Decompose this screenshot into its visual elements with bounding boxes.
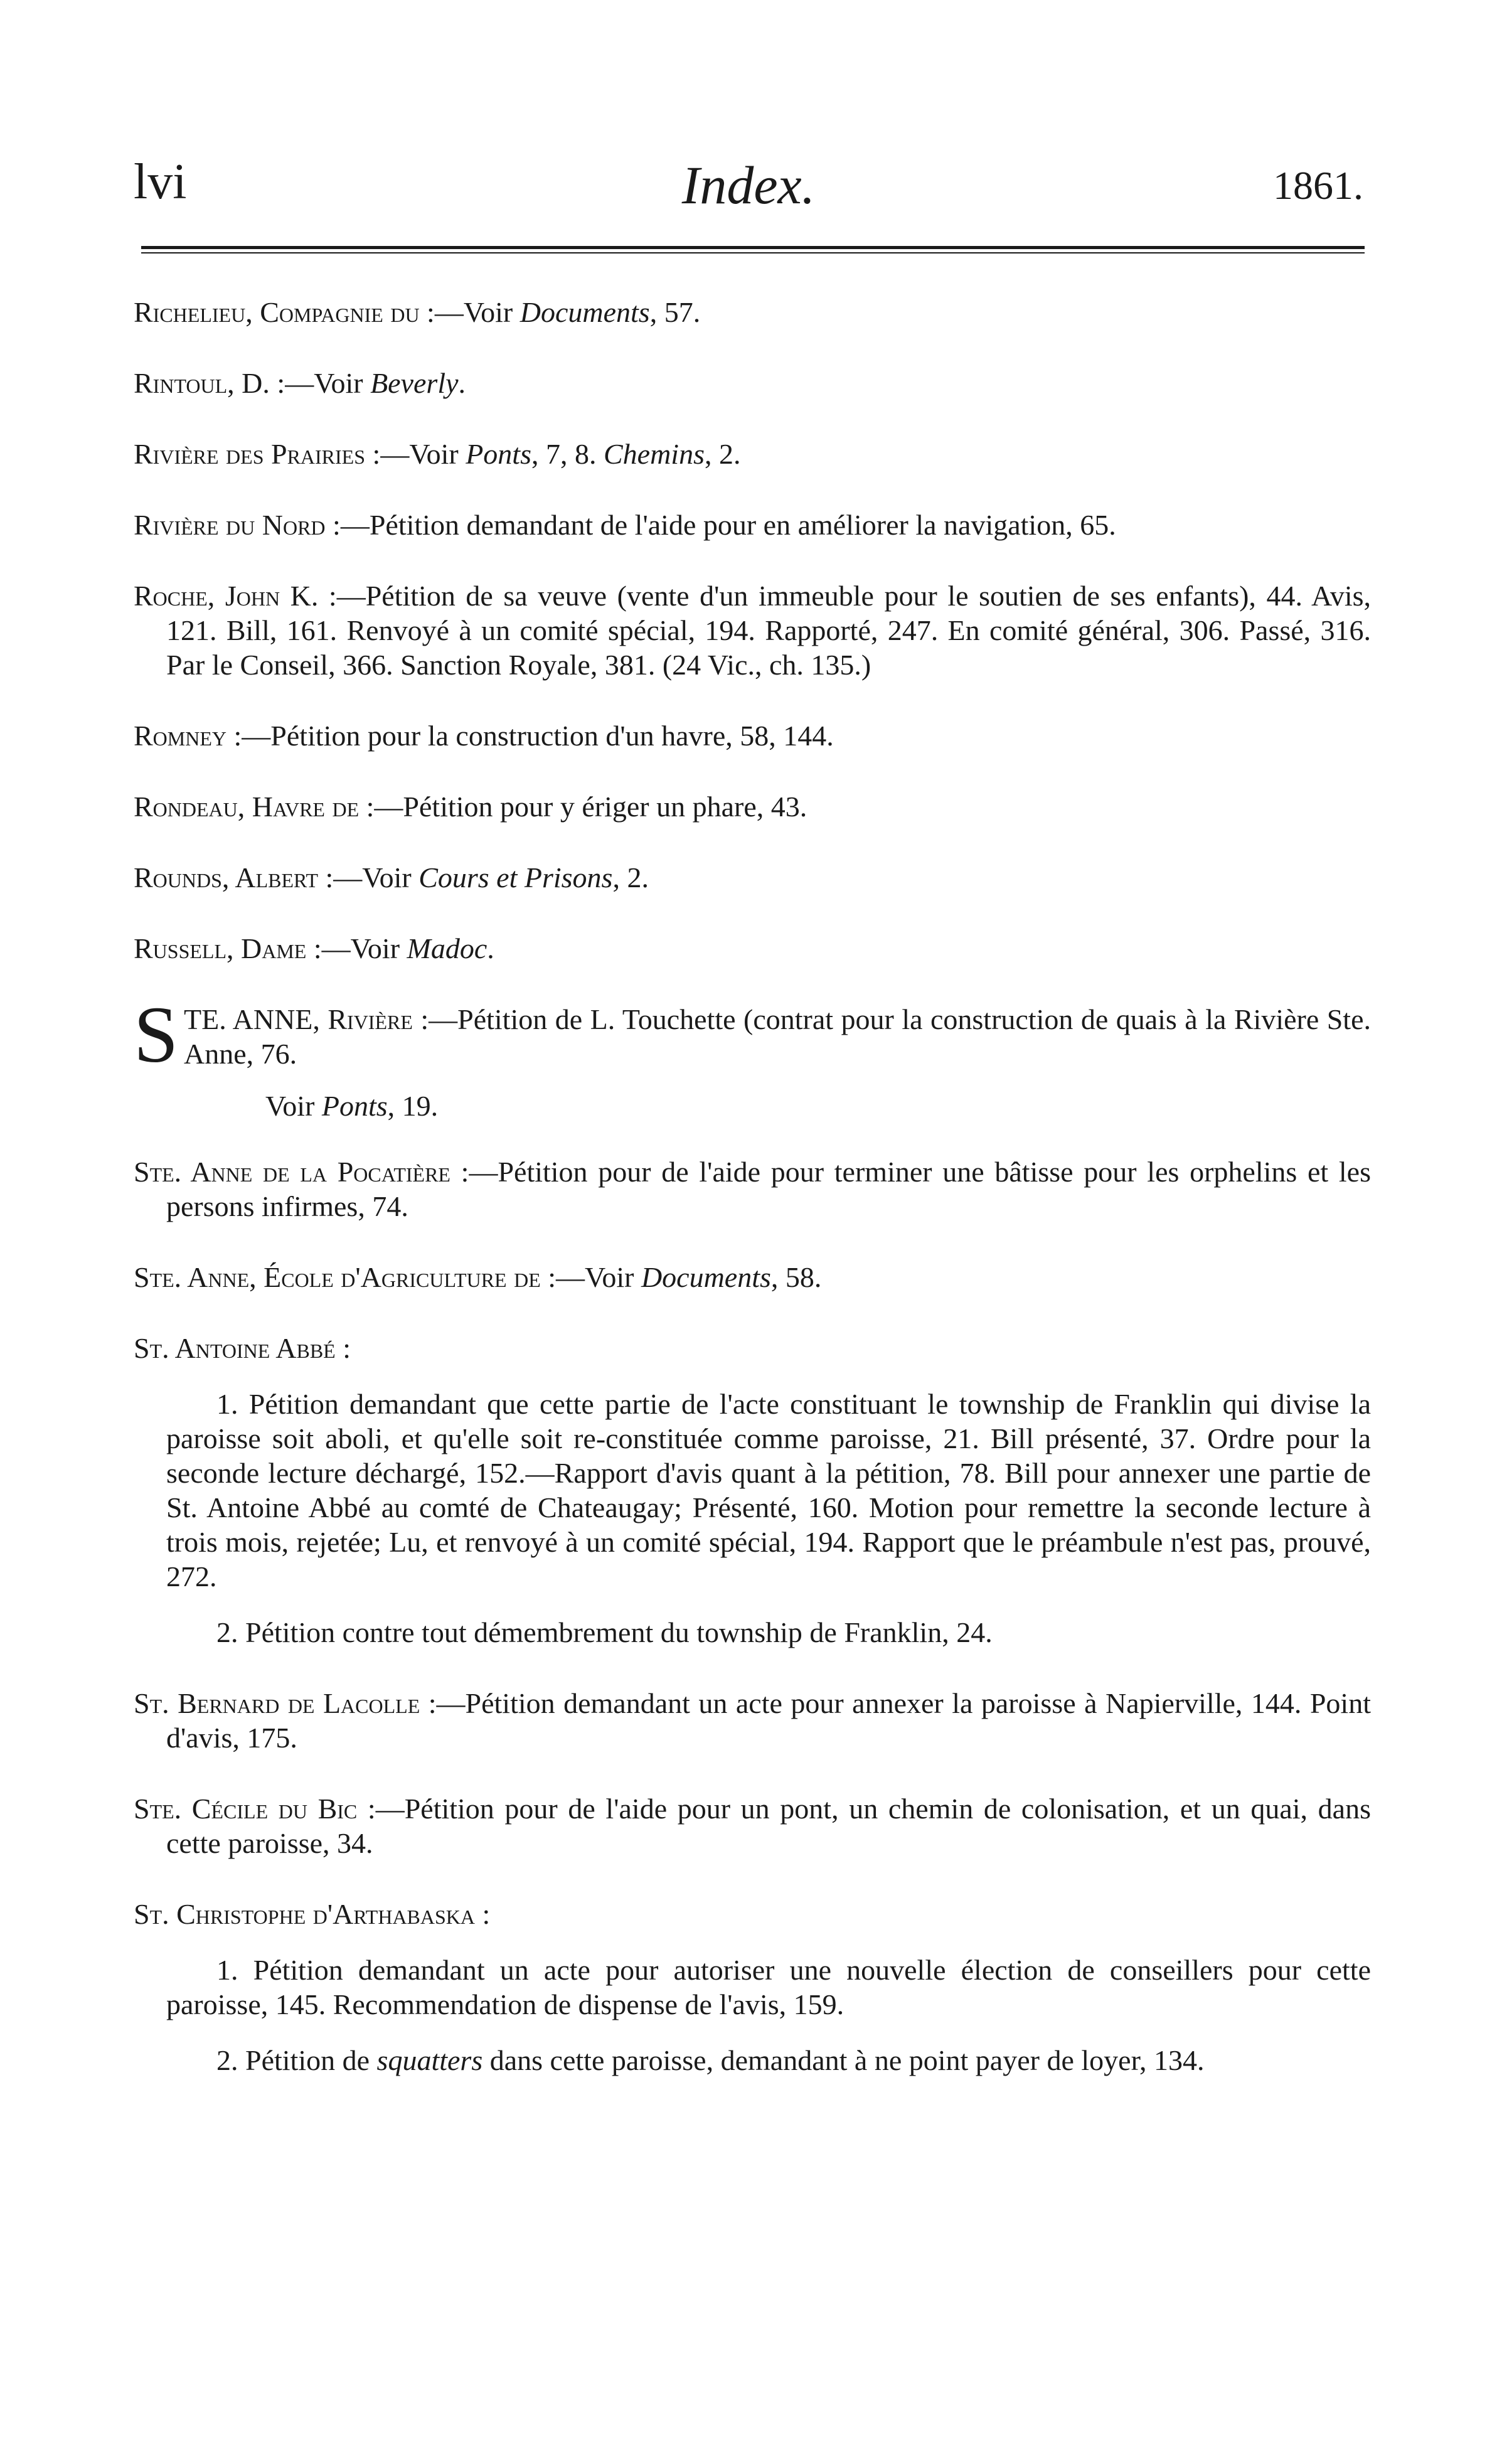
entry-head: Rintoul, D. : <box>134 367 285 399</box>
index-entry: Rondeau, Havre de :—Pétition pour y ériger un phare, 43. <box>134 791 807 823</box>
entry-head: Romney : <box>134 720 242 752</box>
sub-entry: 1. Pétition demandant que cette partie de l'acte constituant le township de Franklin qui divise la paroisse soit aboli, et qu'elle soit re-constituée comme paroisse, 21. Bill présenté, 37. Ordre pour la seconde lecture déchargé, 152.—Rapport d'avis quant à la pétition, 78. Bill pour annexer une partie de St. Antoine Abbé au comté de Chateaugay; Présenté, 160. Motion pour remettre la seconde lecture à trois mois, rejetée; Lu, et renvoyé à un comité spécial, 194. Rapport que le préambule n'est pas, prouvé, 272. <box>166 1388 1371 1592</box>
index-entry: Russell, Dame :—Voir Madoc. <box>134 932 494 964</box>
index-entry: Ste. Cécile du Bic :—Pétition pour de l'aide pour un pont, un chemin de colonisation, et un quai, dans cette paroisse, 34. <box>134 1793 1371 1859</box>
entry-head: Russell, Dame : <box>134 932 322 964</box>
page-title: Index. <box>681 155 816 215</box>
entry-head: St. Christophe d'Arthabaska : <box>134 1898 491 1930</box>
entry-head: Rondeau, Havre de : <box>134 791 375 823</box>
sub-entry: 2. Pétition contre tout démembrement du township de Franklin, 24. <box>216 1616 993 1648</box>
entry-head: Roche, John K. : <box>134 580 337 612</box>
entry-head: St. Antoine Abbé : <box>134 1332 351 1364</box>
index-entry: St. Bernard de Lacolle :—Pétition demandant un acte pour annexer la paroisse à Napierville, 144. Point d'avis, 175. <box>134 1687 1371 1754</box>
page-header <box>134 154 1363 223</box>
sub-entry: 2. Pétition de squatters dans cette paroisse, demandant à ne point payer de loyer, 134. <box>216 2044 1205 2076</box>
entry-head: Ste. Anne, École d'Agriculture de : <box>134 1261 557 1293</box>
drop-cap: S <box>134 990 179 1079</box>
index-entry: Rivière du Nord :—Pétition demandant de l'aide pour en améliorer la navigation, 65. <box>134 509 1116 541</box>
header-rule-thin <box>141 252 1365 253</box>
entry-head: Ste. Anne de la Pocatière : <box>134 1156 469 1188</box>
index-entry: Ste. Anne, École d'Agriculture de :—Voir Documents, 58. <box>134 1261 822 1293</box>
index-entry: Rounds, Albert :—Voir Cours et Prisons, 2. <box>134 861 649 893</box>
page-number: lvi <box>134 154 187 210</box>
index-entry <box>134 1897 1371 1931</box>
index-entry: Ste. Anne de la Pocatière :—Pétition pour de l'aide pour terminer une bâtisse pour les orphelins et les persons infirmes, 74. <box>134 1156 1371 1222</box>
page-year: 1861. <box>1273 163 1363 208</box>
index-entry: Richelieu, Compagnie du :—Voir Documents, 57. <box>134 296 701 328</box>
entry-head: Rivière du Nord : <box>134 509 341 541</box>
header-rule <box>141 246 1365 249</box>
sub-entry: 1. Pétition demandant un acte pour autoriser une nouvelle élection de conseillers pour cette paroisse, 145. Recommendation de dispense de l'avis, 159. <box>166 1954 1371 2020</box>
index-entry: Rivière des Prairies :—Voir Ponts, 7, 8. Chemins, 2. <box>134 438 741 470</box>
section-s-entry: S TE. ANNE, Rivière :—Pétition de L. Touchette (contrat pour la construction de quais à la Rivière Ste. Anne, 76. <box>134 990 1371 1079</box>
entry-head: TE. ANNE, <box>184 1003 328 1035</box>
entry-head: St. Bernard de Lacolle : <box>134 1687 437 1719</box>
entry-head: Richelieu, Compagnie du : <box>134 296 435 328</box>
index-entry: Romney :—Pétition pour la construction d'un havre, 58, 144. <box>134 720 834 752</box>
index-entry: Rintoul, D. :—Voir Beverly. <box>134 367 466 399</box>
entry-head: Ste. Cécile du Bic : <box>134 1793 376 1825</box>
index-entry: Roche, John K. :—Pétition de sa veuve (vente d'un immeuble pour le soutien de ses enfants), 44. Avis, 121. Bill, 161. Renvoyé à un comité spécial, 194. Rapporté, 247. En comité général, 306. Passé, 316. Par le Conseil, 366. Sanction Royale, 381. (24 Vic., ch. 135.) <box>134 580 1371 681</box>
entry-head: Rounds, Albert : <box>134 861 334 893</box>
index-body <box>134 295 1371 2099</box>
index-entry <box>134 1331 1371 1365</box>
voir-line: Voir Ponts, 19. <box>265 1090 439 1122</box>
entry-head: Rivière des Prairies : <box>134 438 381 470</box>
